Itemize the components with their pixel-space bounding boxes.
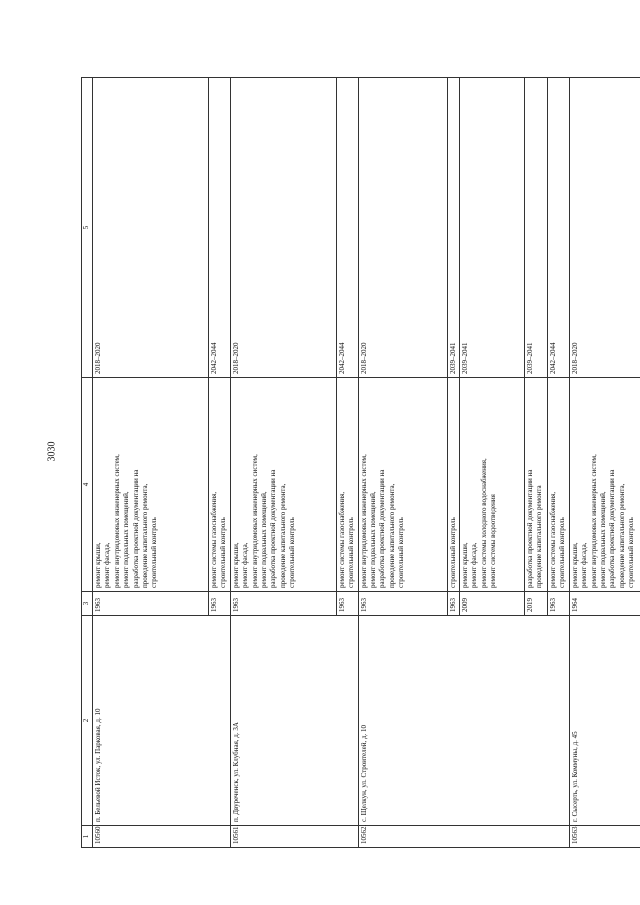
work-types-cell	[525, 378, 548, 592]
work-type-line: строительный контроль	[397, 517, 406, 588]
work-type-line: ремонт крыши,	[570, 542, 579, 588]
work-type-line: разработка проектной документации на	[608, 469, 617, 588]
year-cell: 1963	[447, 592, 459, 616]
row-number-cell: 10563.	[569, 826, 640, 848]
work-type-line: строительный контроль	[558, 517, 567, 588]
work-type-line: ремонт внутридомовых инженерных систем,	[112, 454, 121, 588]
year-cell: 2009	[460, 592, 525, 616]
work-type-line: строительный контроль	[627, 517, 636, 588]
work-type-line: ремонт подвальных помещений,	[599, 491, 608, 588]
period-cell: 2042–2044	[548, 78, 570, 378]
period-cell: 2018–2020	[358, 78, 447, 378]
work-types-cell	[569, 378, 640, 592]
work-type-line: ремонт системы газоснабжения,	[210, 491, 218, 588]
work-type-line: ремонт подвальных помещений,	[260, 491, 269, 588]
work-type-line: разработка проектной документации на	[269, 469, 278, 588]
row-number-cell: 10562.	[358, 826, 569, 848]
work-type-line: строительный контроль	[150, 517, 159, 588]
column-header-4: 4	[82, 378, 93, 592]
capital-repair-table	[81, 77, 640, 848]
year-cell: 1963	[548, 592, 570, 616]
period-cell: 2018–2020	[230, 78, 336, 378]
header-row	[82, 78, 93, 848]
work-type-line: строительный контроль	[448, 517, 457, 588]
year-cell: 1963	[358, 592, 447, 616]
row-number-cell: 10560.	[93, 826, 231, 848]
table-body	[93, 78, 640, 848]
year-cell: 1963	[209, 592, 231, 616]
work-type-line: ремонт крыши,	[94, 542, 102, 588]
address-cell: с. Щелкун, ул. Строителей, д. 10	[358, 616, 569, 826]
work-type-line: строительный контроль	[219, 517, 228, 588]
address-cell: г. Сысерть, ул. Коммуны, д. 45	[569, 616, 640, 826]
work-type-line: ремонт внутридомовых инженерных систем,	[589, 454, 598, 588]
page-number: 3030	[46, 441, 58, 462]
work-type-line: ремонт системы газоснабжения,	[549, 491, 558, 588]
work-type-line: разработка проектной документации на	[378, 469, 387, 588]
work-type-line: ремонт крыши,	[231, 542, 240, 588]
row-number-cell: 10561.	[230, 826, 358, 848]
rotated-table-content	[81, 78, 636, 848]
work-type-line: проведение капитального ремонта,	[387, 483, 396, 588]
table-row	[358, 78, 447, 848]
period-cell: 2042–2044	[209, 78, 231, 378]
table-row	[93, 78, 209, 848]
rotated-table-frame	[81, 78, 636, 848]
work-types-cell	[447, 378, 459, 592]
work-type-line: ремонт фасада,	[241, 542, 250, 588]
column-header-1: 1	[82, 826, 93, 848]
work-type-line: ремонт внутридомовых инженерных систем,	[250, 454, 259, 588]
work-types-cell	[230, 378, 336, 592]
work-type-line: проведение капитального ремонта,	[617, 483, 626, 588]
table-row	[569, 78, 640, 848]
work-types-cell	[548, 378, 570, 592]
year-cell: 1963	[336, 592, 358, 616]
work-types-cell	[336, 378, 358, 592]
work-types-cell	[209, 378, 231, 592]
work-type-line: строительный контроль	[347, 517, 356, 588]
work-type-line: строительный контроль	[288, 517, 297, 588]
year-cell: 1963	[230, 592, 336, 616]
work-type-line: ремонт системы водоотведения	[489, 494, 498, 588]
work-type-line: ремонт фасада,	[580, 542, 589, 588]
work-type-line: проведение капитального ремонта	[535, 485, 544, 588]
work-type-line: ремонт крыши,	[461, 542, 470, 588]
work-type-line: ремонт системы холодного водоснабжения,	[479, 458, 488, 588]
address-cell: п. Двуреченск, ул. Клубная, д. 3А	[230, 616, 358, 826]
column-header-2: 2	[82, 616, 93, 826]
work-types-cell	[358, 378, 447, 592]
year-cell: 1964	[569, 592, 640, 616]
period-cell: 2042–2044	[336, 78, 358, 378]
address-cell: п. Бельевой Исток, ул. Парковая, д. 10	[93, 616, 231, 826]
work-type-line: ремонт подвальных помещений,	[122, 491, 131, 588]
work-type-line: ремонт системы газоснабжения,	[337, 491, 346, 588]
work-type-line: проведение капитального ремонта,	[278, 483, 287, 588]
work-type-line: разработка проектной документации на	[526, 469, 535, 588]
year-cell: 1963	[93, 592, 209, 616]
period-cell: 2039–2041	[447, 78, 459, 378]
period-cell: 2039–2041	[525, 78, 548, 378]
period-cell: 2018–2020	[93, 78, 209, 378]
year-cell: 2019	[525, 592, 548, 616]
work-type-line: разработка проектной документации на	[131, 469, 140, 588]
period-cell: 2039–2041	[460, 78, 525, 378]
work-type-line: ремонт фасада,	[103, 542, 112, 588]
column-header-3: 3	[82, 592, 93, 616]
work-type-line: ремонт внутридомовых инженерных систем,	[359, 454, 368, 588]
period-cell: 2018–2020	[569, 78, 640, 378]
work-types-cell	[460, 378, 525, 592]
column-header-5: 5	[82, 78, 93, 378]
work-types-cell	[93, 378, 209, 592]
work-type-line: ремонт подвальных помещений,	[369, 491, 378, 588]
work-type-line: проведение капитального ремонта,	[141, 483, 150, 588]
table-row	[230, 78, 336, 848]
work-type-line: ремонт фасада,	[470, 542, 479, 588]
